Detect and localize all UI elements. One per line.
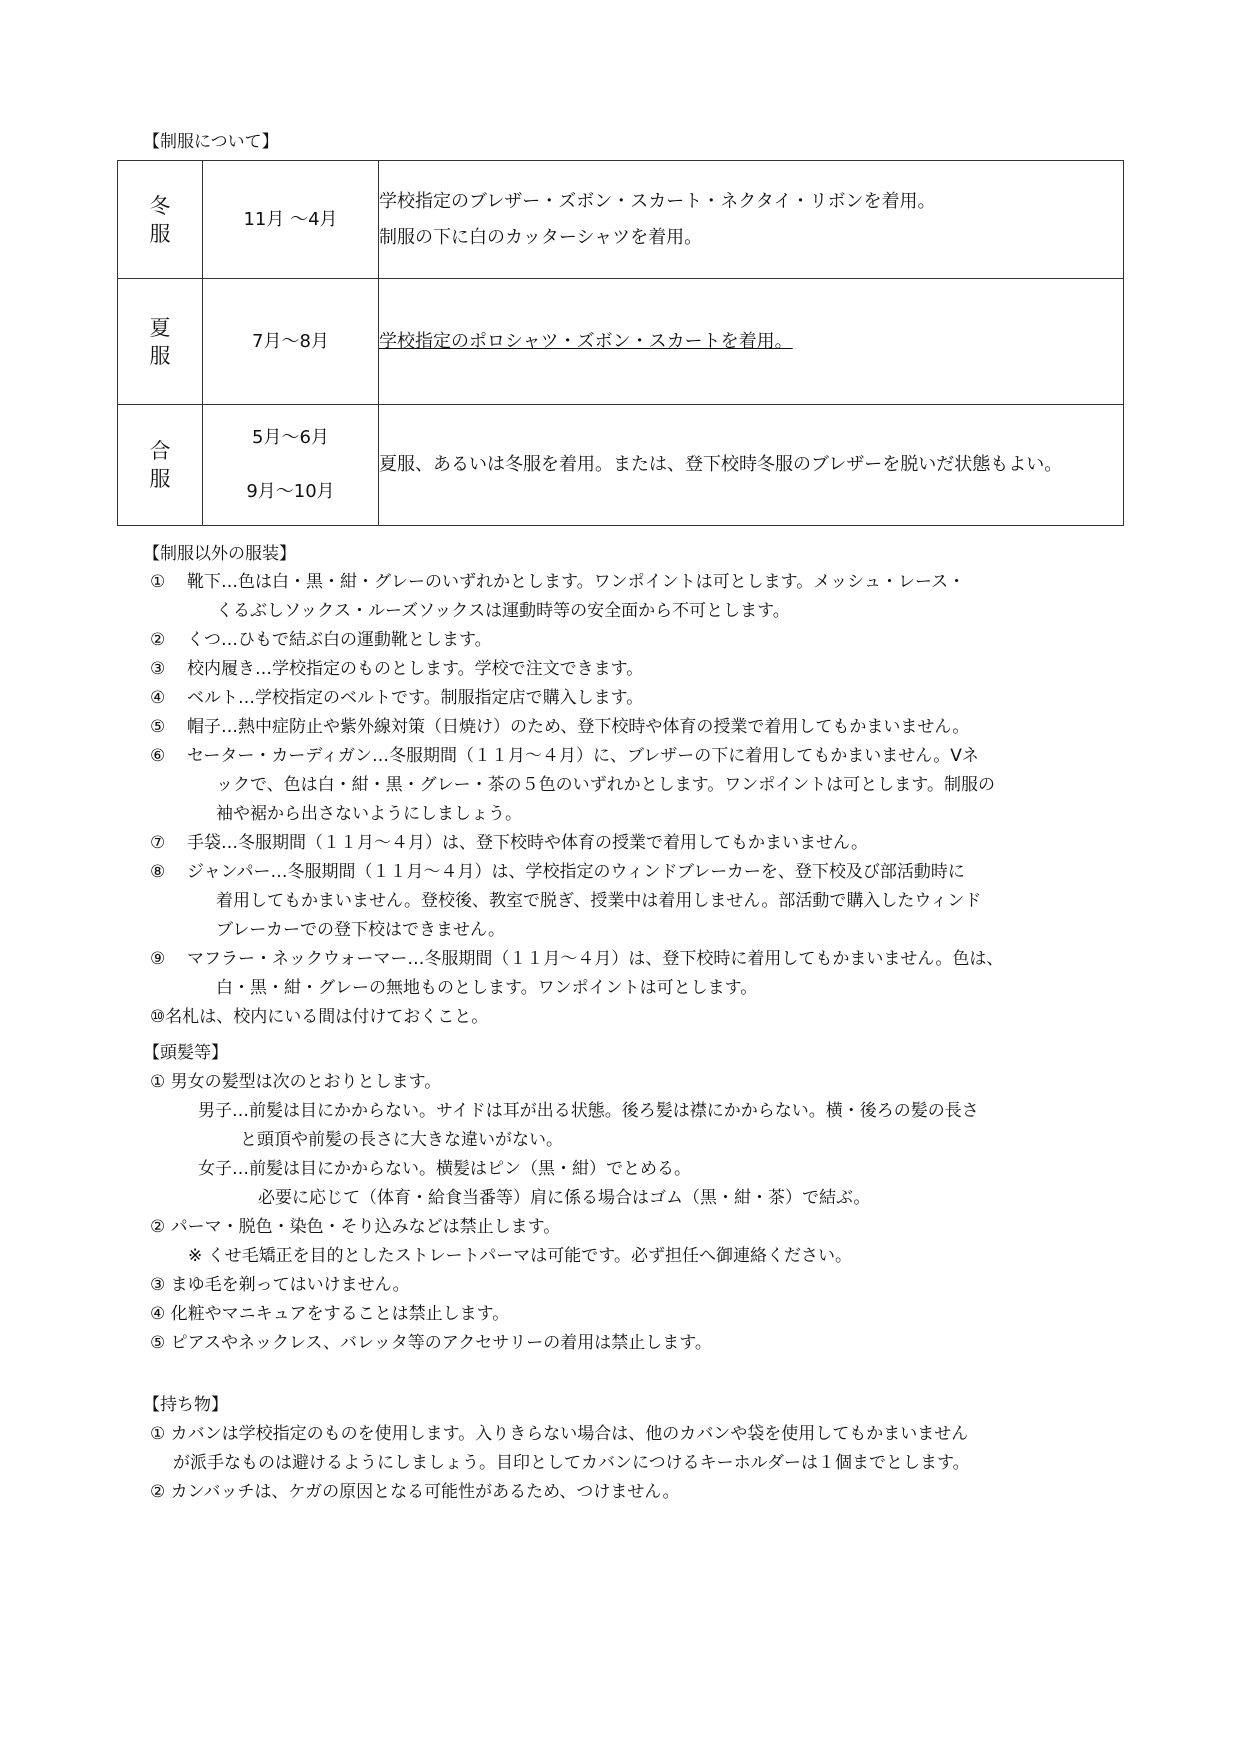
period-cell (203, 161, 379, 279)
period-cell (203, 405, 379, 526)
table-row-midseason (118, 405, 1124, 526)
table-row-winter (118, 161, 1124, 279)
other-clothing-list (150, 568, 1130, 1032)
description-line: 夏服、あるいは冬服を着用。または、登下校時冬服のブレザーを脱いだ状態もよい。 (379, 454, 1063, 475)
period-text: 9月～10月 (246, 481, 335, 502)
description-line: 学校指定のブレザー・ズボン・スカート・ネクタイ・リボンを着用。 (379, 190, 936, 212)
belongings-heading: 【持ち物】 (143, 1395, 228, 1415)
item-text: ブレーカーでの登下校はできません。 (216, 920, 505, 940)
season-label: 夏服 (149, 315, 171, 368)
item-text: 帽子…熱中症防止や紫外線対策（日焼け）のため、登下校時や体育の授業で着用してもかまいません。 (187, 717, 970, 737)
season-cell (118, 161, 203, 279)
period-text: 5月～6月 (252, 427, 329, 448)
list-item: ③ 校内履き…学校指定のものとします。学校で注文できます。 (150, 659, 644, 679)
season-label: 合服 (149, 439, 171, 491)
list-item: ① カバンは学校指定のものを使用します。入りきらない場合は、他のカバンや袋を使用してもかまいません (150, 1424, 969, 1444)
item-text: セーター・カーディガン…冬服期間（１１月～４月）に、ブレザーの下に着用してもかまいません。Vネ (187, 746, 979, 766)
period-text: 7月～8月 (252, 330, 329, 352)
description-line: 学校指定のポロシャツ・ズボン・スカートを着用。 (379, 330, 793, 352)
list-item: ⑤ ピアスやネックレス、バレッタ等のアクセサリーの着用は禁止します。 (150, 1333, 712, 1353)
uniform-heading: 【制服について】 (143, 132, 279, 152)
list-item: ② くつ…ひもで結ぶ白の運動靴とします。 (150, 630, 492, 650)
item-text: 袖や裾から出さないようにしましょう。 (216, 804, 522, 824)
list-item: ④ ベルト…学校指定のベルトです。制服指定店で購入します。 (150, 688, 644, 708)
other-clothing-heading: 【制服以外の服装】 (143, 544, 296, 564)
list-item: が派手なものは避けるようにしましょう。目印としてカバンにつけるキーホルダーは１個までとします。 (173, 1453, 970, 1473)
list-item: ⑧ ジャンパー…冬服期間（１１月～４月）は、学校指定のウィンドブレーカーを、登下校及び部活動時に 着用してもかまいません。登校後、教室で脱ぎ、授業中は着用しません。部活動で購入したウィンド ブレーカーでの登下校はできません。 (150, 858, 1130, 945)
list-item: ③ まゆ毛を剃ってはいけません。 (150, 1275, 410, 1295)
list-item: ⑦ 手袋…冬服期間（１１月～４月）は、登下校時や体育の授業で着用してもかまいません。 (150, 833, 869, 853)
item-text: くるぶしソックス・ルーズソックスは運動時等の安全面から不可とします。 (216, 601, 790, 621)
item-text: マフラー・ネックウォーマー…冬服期間（１１月～４月）は、登下校時に着用してもかまいません。色は、 (187, 949, 1004, 969)
item-text: 着用してもかまいません。登校後、教室で脱ぎ、授業中は着用しません。部活動で購入したウィンド (216, 891, 982, 911)
item-text: 白・黒・紺・グレーの無地ものとします。ワンポイントは可とします。 (216, 978, 758, 998)
description-cell (379, 161, 1124, 279)
list-item: と頭頂や前髪の長さに大きな違いがない。 (240, 1130, 563, 1150)
list-item: ② パーマ・脱色・染色・そり込みなどは禁止します。 (150, 1217, 561, 1237)
item-text: ックで、色は白・紺・黒・グレー・茶の５色のいずれかとします。ワンポイントは可とします。制服の (216, 775, 995, 795)
season-cell (118, 405, 203, 526)
item-text: 校内履き…学校指定のものとします。学校で注文できます。 (187, 659, 644, 679)
list-item: 男子…前髪は目にかからない。サイドは耳が出る状態。後ろ髪は襟にかからない。横・後ろの髪の長さ (198, 1101, 979, 1121)
description-cell (379, 279, 1124, 405)
item-text: くつ…ひもで結ぶ白の運動靴とします。 (187, 630, 492, 650)
belongings-list (150, 1420, 1130, 1507)
list-item: 必要に応じて（体育・給食当番等）肩に係る場合はゴム（黒・紺・茶）で結ぶ。 (258, 1188, 871, 1208)
list-item: ① 靴下…色は白・黒・紺・グレーのいずれかとします。ワンポイントは可とします。メッシュ・レース・ くるぶしソックス・ルーズソックスは運動時等の安全面から不可とします。 (150, 568, 1130, 626)
list-item: ⑤ 帽子…熱中症防止や紫外線対策（日焼け）のため、登下校時や体育の授業で着用してもかまいません。 (150, 717, 970, 737)
list-item: ② カンバッチは、ケガの原因となる可能性があるため、つけません。 (150, 1482, 680, 1502)
hair-list (150, 1068, 1130, 1358)
description-line: 制服の下に白のカッターシャツを着用。 (379, 226, 703, 248)
note-text: ※ くせ毛矯正を目的としたストレートパーマは可能です。必ず担任へ御連絡ください。 (188, 1246, 852, 1266)
list-item: 女子…前髪は目にかからない。横髪はピン（黒・紺）でとめる。 (198, 1159, 691, 1179)
item-text: 手袋…冬服期間（１１月～４月）は、登下校時や体育の授業で着用してもかまいません。 (187, 833, 869, 853)
list-item: ⑥ セーター・カーディガン…冬服期間（１１月～４月）に、ブレザーの下に着用してもかまいません。Vネ ックで、色は白・紺・黒・グレー・茶の５色のいずれかとします。ワンポイントは可とします。制服の 袖や裾から出さないようにしましょう。 (150, 742, 1130, 829)
season-cell (118, 279, 203, 405)
description-cell (379, 405, 1124, 526)
season-label: 冬服 (149, 193, 171, 246)
period-text: 11月 ～4月 (243, 208, 338, 230)
item-text: ベルト…学校指定のベルトです。制服指定店で購入します。 (187, 688, 644, 708)
list-item: ④ 化粧やマニキュアをすることは禁止します。 (150, 1304, 510, 1324)
hair-heading: 【頭髪等】 (143, 1043, 228, 1063)
list-item: ⑨ マフラー・ネックウォーマー…冬服期間（１１月～４月）は、登下校時に着用してもかまいません。色は、 白・黒・紺・グレーの無地ものとします。ワンポイントは可とします。 (150, 945, 1130, 1003)
table-row-summer (118, 279, 1124, 405)
list-item: ① 男女の髪型は次のとおりとします。 (150, 1072, 442, 1092)
item-text: ジャンパー…冬服期間（１１月～４月）は、学校指定のウィンドブレーカーを、登下校及び部活動時に (187, 862, 965, 882)
period-cell (203, 279, 379, 405)
item-text: ⑩名札は、校内にいる間は付けておくこと。 (150, 1007, 489, 1027)
item-text: 靴下…色は白・黒・紺・グレーのいずれかとします。ワンポイントは可とします。メッシュ・レース・ (187, 572, 966, 592)
list-item (150, 1003, 1130, 1032)
uniform-table (117, 160, 1124, 526)
